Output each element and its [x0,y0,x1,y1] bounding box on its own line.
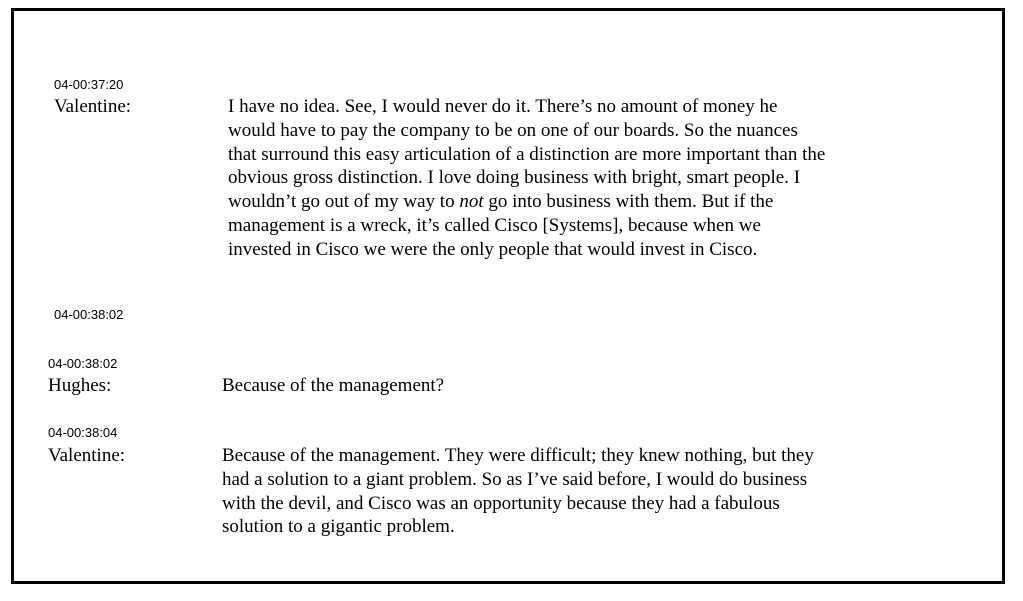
text-line: management is a wreck, it’s called Cisco [Systems], because when we [228,214,761,236]
speaker-label: Valentine: [48,445,126,466]
text-line: with the devil, and Cisco was an opportunity because they had a fabulous [222,492,780,514]
text-line: invested in Cisco we were the only people that would invest in Cisco. [228,238,758,260]
text-line: had a solution to a giant problem. So as I’ve said before, I would do business [222,468,808,490]
text-line: Because of the management. They were difficult; they knew nothing, but they [222,445,814,466]
text-segment: go into business with them. But if the [483,191,774,213]
text-line: that surround this easy articulation of a distinction are more important than the [228,143,826,165]
speaker-label: Hughes: [48,375,112,396]
speech-text [222,444,814,539]
text-line: solution to a gigantic problem. [222,516,455,538]
text-segment: wouldn’t go out of my way to [228,191,460,213]
timestamp: 04-00:38:02 [48,356,118,371]
text-line: would have to pay the company to be on one of our boards. So the nuances [228,119,798,141]
timestamp: 04-00:37:20 [54,77,124,92]
timestamp: 04-00:38:02 [54,307,124,322]
speech-text [228,95,825,262]
speaker-label: Valentine: [54,96,132,117]
emphasis-text: not [459,191,484,213]
text-line: obvious gross distinction. I love doing business with bright, smart people. I [228,167,801,189]
text-line: Because of the management? [222,375,445,396]
text-line: I have no idea. See, I would never do it. There’s no amount of money he [228,96,778,117]
speech-text [222,374,444,398]
text-line [228,190,825,214]
timestamp: 04-00:38:04 [48,425,118,440]
